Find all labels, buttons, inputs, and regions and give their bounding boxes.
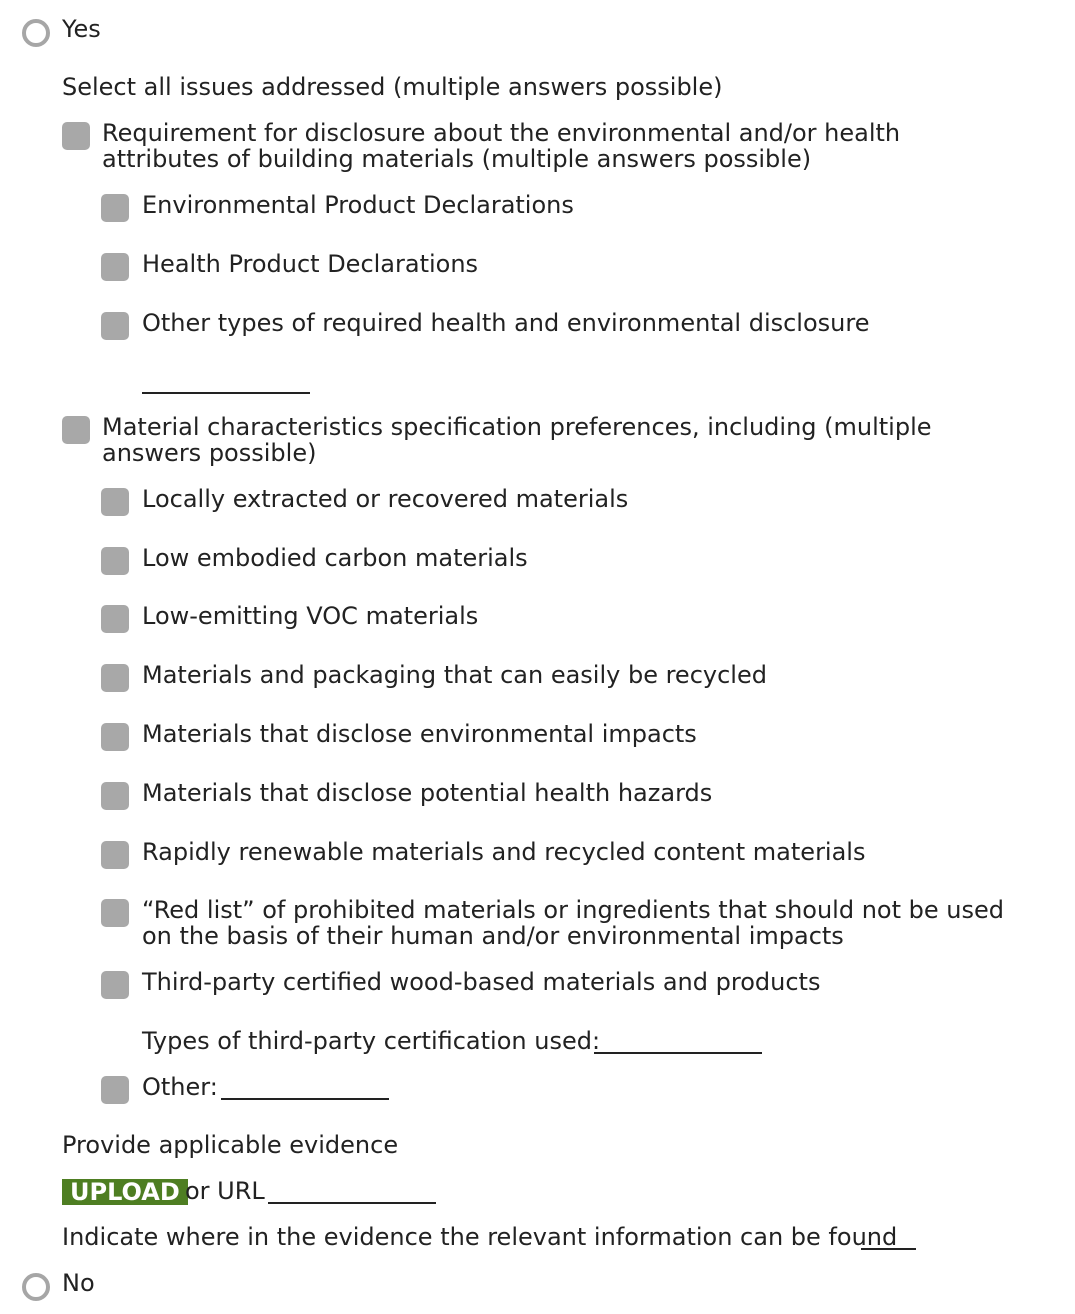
issues-prompt: Select all issues addressed (multiple answers possible) <box>62 73 723 101</box>
hpd-checkbox[interactable] <box>101 253 129 281</box>
yes-label: Yes <box>62 15 101 43</box>
other-disclosure-label: Other types of required health and environmental disclosure <box>142 309 870 337</box>
or-url-label: or URL <box>185 1177 265 1205</box>
local-materials-checkbox[interactable] <box>101 488 129 516</box>
evidence-prompt: Provide applicable evidence <box>62 1131 399 1159</box>
evidence-location-prompt: Indicate where in the evidence the relevant information can be found <box>62 1223 898 1251</box>
url-blank[interactable] <box>268 1182 436 1204</box>
epd-label: Environmental Product Declarations <box>142 191 574 219</box>
renewable-checkbox[interactable] <box>101 841 129 869</box>
epd-checkbox[interactable] <box>101 194 129 222</box>
other-material-label: Other: <box>142 1073 218 1101</box>
other-material-blank[interactable] <box>221 1078 389 1100</box>
low-voc-label: Low-emitting VOC materials <box>142 602 479 630</box>
no-radio[interactable] <box>22 1273 50 1301</box>
env-impacts-label: Materials that disclose environmental impacts <box>142 720 697 748</box>
certification-types-blank[interactable] <box>594 1032 762 1054</box>
upload-button[interactable]: UPLOAD <box>62 1179 188 1205</box>
evidence-location-blank[interactable] <box>861 1228 916 1250</box>
material-checkbox[interactable] <box>62 416 90 444</box>
third-party-checkbox[interactable] <box>101 971 129 999</box>
health-hazards-checkbox[interactable] <box>101 782 129 810</box>
hpd-label: Health Product Declarations <box>142 250 479 278</box>
yes-radio[interactable] <box>22 19 50 47</box>
no-label: No <box>62 1269 95 1297</box>
red-list-label-line1: “Red list” of prohibited materials or ingredients that should not be used <box>142 896 1004 924</box>
certification-types-label: Types of third-party certification used: <box>142 1027 601 1055</box>
low-carbon-checkbox[interactable] <box>101 547 129 575</box>
disclosure-label-line2: attributes of building materials (multiple answers possible) <box>102 145 812 173</box>
env-impacts-checkbox[interactable] <box>101 723 129 751</box>
low-carbon-label: Low embodied carbon materials <box>142 544 528 572</box>
low-voc-checkbox[interactable] <box>101 605 129 633</box>
recyclable-label: Materials and packaging that can easily be recycled <box>142 661 767 689</box>
local-materials-label: Locally extracted or recovered materials <box>142 485 629 513</box>
other-disclosure-blank[interactable] <box>142 372 310 394</box>
red-list-checkbox[interactable] <box>101 899 129 927</box>
disclosure-label-line1: Requirement for disclosure about the environmental and/or health <box>102 119 901 147</box>
recyclable-checkbox[interactable] <box>101 664 129 692</box>
material-label-line2: answers possible) <box>102 439 317 467</box>
other-disclosure-checkbox[interactable] <box>101 312 129 340</box>
other-material-checkbox[interactable] <box>101 1076 129 1104</box>
material-label-line1: Material characteristics specification preferences, including (multiple <box>102 413 932 441</box>
disclosure-checkbox[interactable] <box>62 122 90 150</box>
renewable-label: Rapidly renewable materials and recycled content materials <box>142 838 866 866</box>
red-list-label-line2: on the basis of their human and/or environmental impacts <box>142 922 844 950</box>
health-hazards-label: Materials that disclose potential health hazards <box>142 779 713 807</box>
third-party-label: Third-party certified wood-based materials and products <box>142 968 821 996</box>
